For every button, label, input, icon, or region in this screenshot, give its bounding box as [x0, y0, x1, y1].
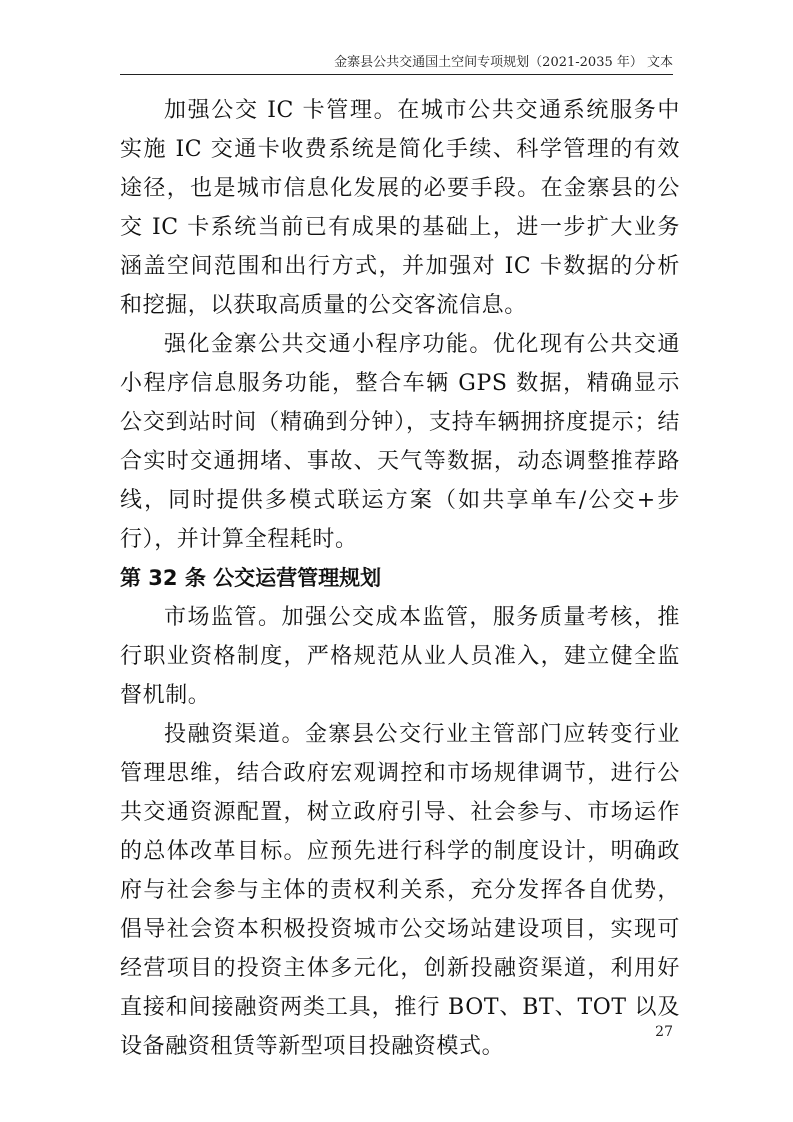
section-heading: 第 32 条 公交运营管理规划: [120, 566, 382, 590]
header-divider: [120, 74, 673, 75]
running-header: 金寨县公共交通国土空间专项规划（2021-2035 年） 文本: [334, 55, 673, 70]
document-body: [120, 91, 680, 1066]
paragraph-ic-card: 加强公交 IC 卡管理。在城市公共交通系统服务中实施 IC 交通卡收费系统是简化手续、科学管理的有效途径，也是城市信息化发展的必要手段。在金寨县的公交 IC 卡系统当前已有成果的基础上，进一步扩大业务涵盖空间范围和出行方式，并加强对 IC 卡数据的分析和挖掘，以获取高质量的公交客流信息。: [120, 98, 680, 318]
paragraph-market-supervision: 市场监管。加强公交成本监管，服务质量考核，推行职业资格制度，严格规范从业人员准入，建立健全监督机制。: [120, 605, 680, 708]
paragraph-mini-program: 强化金寨公共交通小程序功能。优化现有公共交通小程序信息服务功能，整合车辆 GPS 数据，精确显示公交到站时间（精确到分钟），支持车辆拥挤度提示；结合实时交通拥堵、事故、天气等数据，动态调整推荐路线，同时提供多模式联运方案（如共享单车/公交+步行），并计算全程耗时。: [120, 332, 680, 552]
paragraph-financing-channels: 投融资渠道。金寨县公交行业主管部门应转变行业管理思维，结合政府宏观调控和市场规律调节，进行公共交通资源配置，树立政府引导、社会参与、市场运作的总体改革目标。应预先进行科学的制度设计，明确政府与社会参与主体的责权利关系，充分发挥各自优势，倡导社会资本积极投资城市公交场站建设项目，实现可经营项目的投资主体多元化，创新投融资渠道，利用好直接和间接融资两类工具，推行 BOT、BT、TOT 以及设备融资租赁等新型项目投融资模式。: [120, 722, 680, 1059]
page-number: 27: [655, 1024, 673, 1040]
